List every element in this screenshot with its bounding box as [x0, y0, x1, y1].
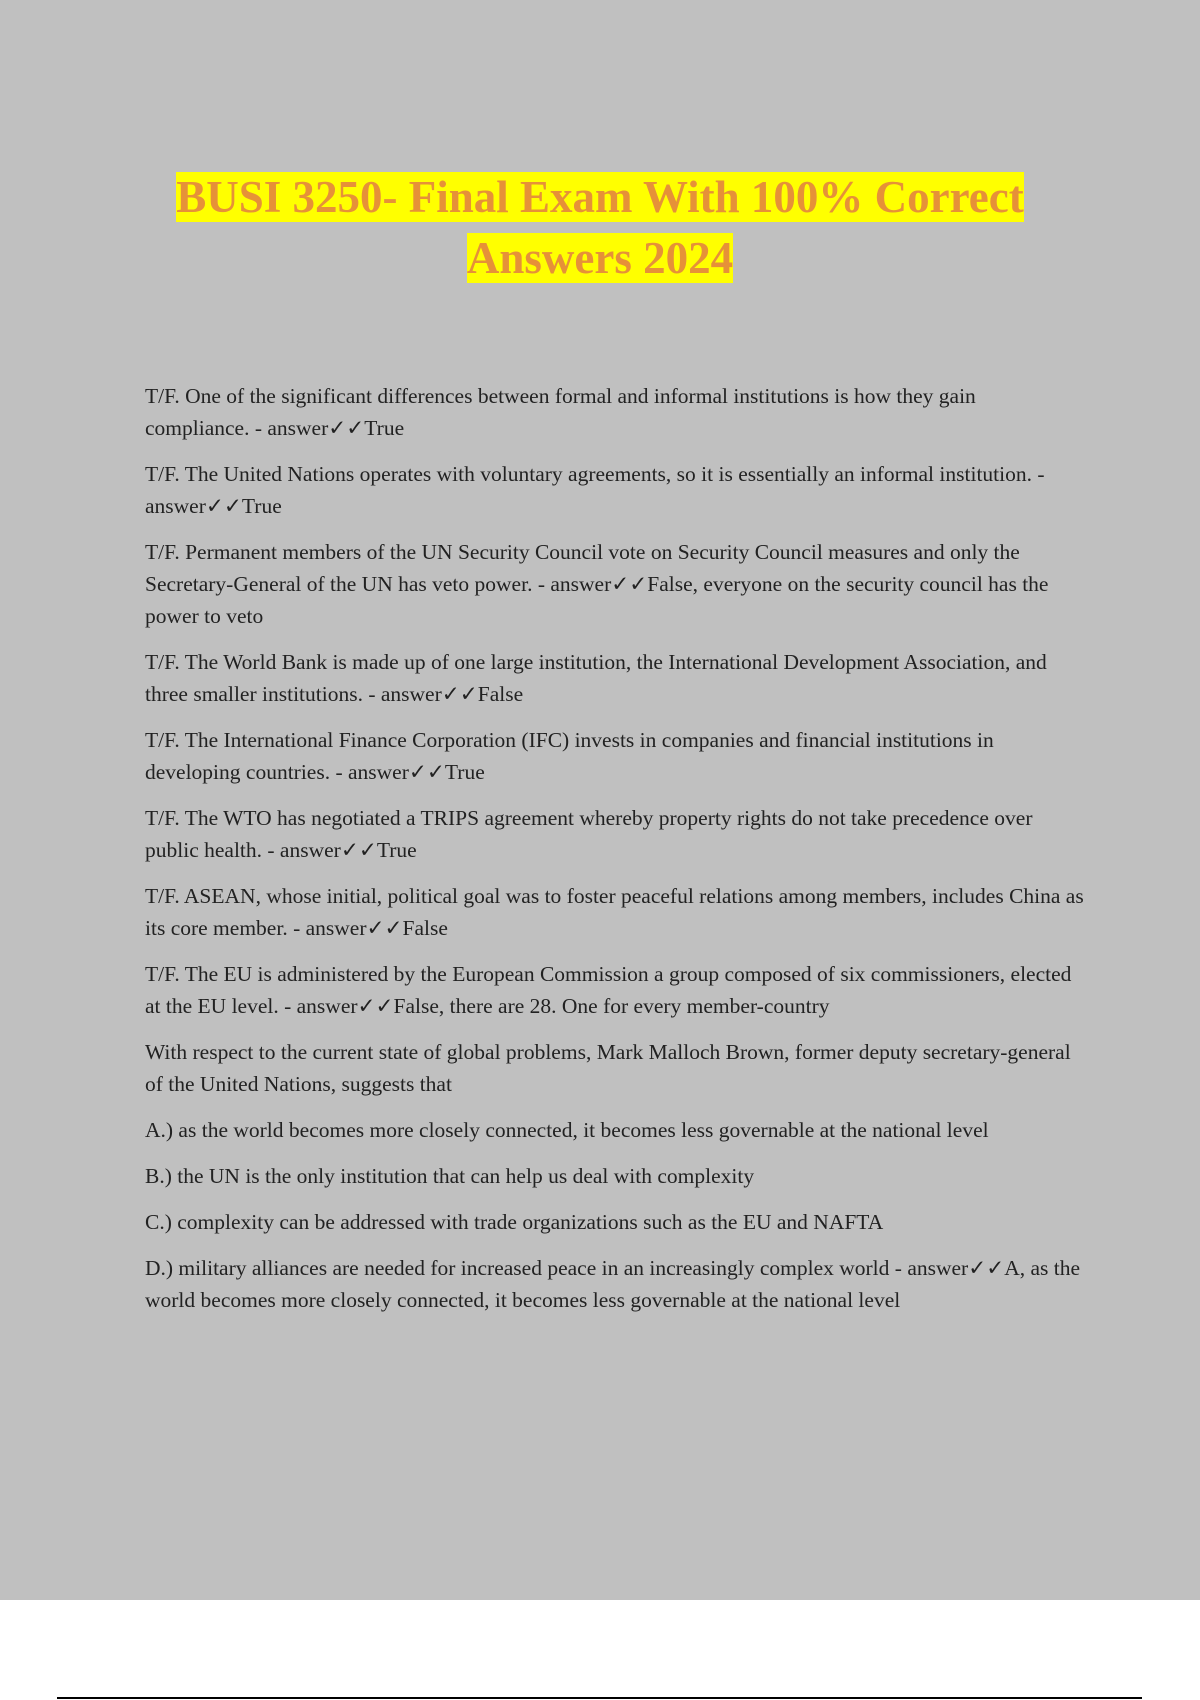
question-paragraph: T/F. Permanent members of the UN Security Council vote on Security Council measures and only the Secretary-General of the UN has veto power. - answer✓✓False, everyone on the security council has the power to veto [145, 540, 1049, 628]
question-list [145, 380, 1085, 1330]
question-paragraph: T/F. The International Finance Corporation (IFC) invests in companies and financial institutions in developing countries. - answer✓✓True [145, 728, 994, 784]
option-paragraph: B.) the UN is the only institution that can help us deal with complexity [145, 1164, 755, 1188]
question-paragraph: T/F. The United Nations operates with voluntary agreements, so it is essentially an informal institution. - answer✓✓True [145, 462, 1045, 518]
document-title [176, 172, 1024, 283]
question-paragraph: T/F. ASEAN, whose initial, political goal was to foster peaceful relations among members, includes China as its core member. - answer✓✓False [145, 884, 1084, 940]
question-paragraph: T/F. The EU is administered by the European Commission a group composed of six commissioners, elected at the EU level. - answer✓✓False, there are 28. One for every member-country [145, 962, 1072, 1018]
title-line-2: Answers 2024 [466, 233, 734, 283]
question-paragraph: T/F. The World Bank is made up of one large institution, the International Development Association, and three smaller institutions. - answer✓✓False [145, 650, 1047, 706]
question-paragraph: T/F. The WTO has negotiated a TRIPS agreement whereby property rights do not take precedence over public health. - answer✓✓True [145, 806, 1033, 862]
title-block [0, 167, 1200, 289]
option-paragraph: D.) military alliances are needed for increased peace in an increasingly complex world - answer✓✓A, as the world becomes more closely connected, it becomes less governable at the national level [145, 1256, 1081, 1312]
option-paragraph: C.) complexity can be addressed with trade organizations such as the EU and NAFTA [145, 1210, 884, 1234]
option-paragraph: A.) as the world becomes more closely connected, it becomes less governable at the national level [145, 1118, 989, 1142]
question-paragraph: With respect to the current state of global problems, Mark Malloch Brown, former deputy secretary-general of the United Nations, suggests that [145, 1040, 1071, 1096]
page-bottom-divider [57, 1697, 1142, 1699]
title-line-1: BUSI 3250- Final Exam With 100% Correct [176, 172, 1024, 222]
question-paragraph: T/F. One of the significant differences between formal and informal institutions is how they gain compliance. - answer✓✓True [145, 384, 976, 440]
